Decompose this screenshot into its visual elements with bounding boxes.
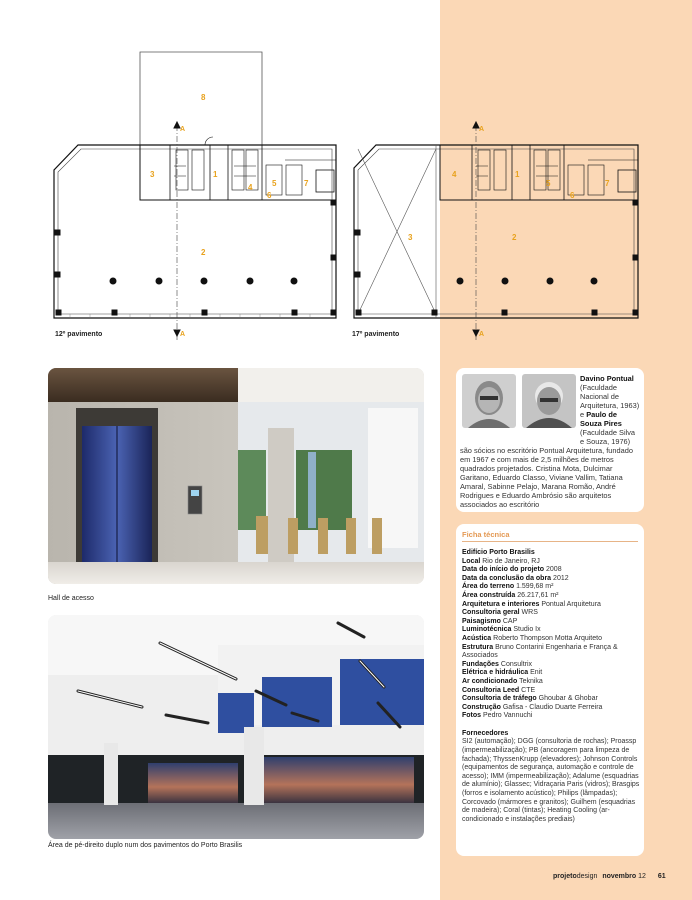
plan-12-number: 2 [201, 248, 206, 257]
ficha-row: Paisagismo CAP [462, 617, 518, 625]
hall-photo [48, 368, 424, 584]
footer-year: 12 [638, 873, 646, 880]
page-footer [553, 873, 666, 880]
ficha-row: Construção Gafisa - Claudio Duarte Ferreira [462, 703, 603, 711]
ficha-row: Elétrica e hidráulica Enit [462, 669, 543, 677]
ficha-divider [462, 541, 638, 542]
plan-17-number: 2 [512, 233, 517, 242]
section-mark: A [180, 126, 186, 133]
section-mark: A [479, 126, 485, 133]
author-name-2: Paulo de Souza Pires [580, 410, 622, 428]
plan-12-number: 1 [213, 170, 218, 179]
plan-12-number: 4 [248, 183, 253, 192]
plan-12-number: 5 [272, 179, 277, 188]
ficha-row: Consultoria de tráfego Ghoubar & Ghobar [462, 695, 598, 703]
floor-plans [0, 0, 692, 360]
page-number: 61 [657, 873, 666, 880]
author-name-1: Davino Pontual [580, 374, 634, 383]
plan-12-number: 8 [201, 93, 206, 102]
floor-plans-drawing [0, 0, 692, 360]
project-name: Edifício Porto Brasilis [462, 549, 535, 556]
footer-brand-bold: projeto [553, 873, 577, 880]
ficha-row: Área do terreno 1.599,68 m² [462, 583, 554, 591]
plan-17-number: 1 [515, 170, 520, 179]
plan-12-drawing [54, 52, 336, 340]
ficha-row: Luminotécnica Studio Ix [462, 626, 541, 634]
footer-month: novembro [602, 873, 637, 880]
plan-17-drawing [354, 122, 638, 340]
plan-17-number: 3 [408, 233, 413, 242]
plan-17-label: 17º pavimento [352, 331, 400, 338]
plan-12-number: 7 [304, 179, 309, 188]
author-text-1: (Faculdade Nacional de Arquitetura, 1963) e [580, 383, 640, 419]
plan-12-label: 12º pavimento [55, 331, 103, 338]
author-bio [460, 374, 640, 509]
footer-brand-rest: design [576, 873, 598, 880]
ficha-row: Arquitetura e interiores Pontual Arquitetura [462, 600, 601, 608]
plan-17-number: 6 [570, 191, 575, 200]
ficha-row: Acústica Roberto Thompson Motta Arquiteto [462, 634, 602, 642]
ficha-row: Ar condicionado Teknika [462, 677, 543, 685]
ficha-row: Fotos Pedro Vannuchi [462, 712, 533, 720]
plan-12-number: 3 [150, 170, 155, 179]
ficha-list [462, 549, 642, 824]
fornecedores-title: Fornecedores [462, 729, 509, 737]
section-mark: A [479, 331, 485, 338]
author-text-2: (Faculdade Silva e Souza, 1976) são sócios no escritório Pontual Arquitetura, fundado em 1967 e com mais de 2,5 milhões de metros quadrados projetados. Cristina Mota, Dulcimar Garitano, Eduardo Classo, Viviane Vallim, Tatiana Amaral, Sabinne Pelajo, Marana Romão, André Rodrigues e Eduardo Ambrósio são arquitetos associados ao escritório [460, 428, 636, 509]
plan-17-number: 7 [605, 179, 610, 188]
section-mark: A [180, 331, 186, 338]
ficha-row: Data do início do projeto 2008 [462, 566, 562, 574]
ficha-tecnica [456, 524, 644, 856]
ficha-row: Consultoria geral WRS [462, 609, 538, 617]
pavimento-caption: Área de pé-direito duplo num dos pavimentos do Porto Brasilis [48, 842, 243, 849]
author-box [456, 368, 644, 512]
ficha-row: Consultoria Leed CTE [462, 686, 536, 694]
pavimento-photo [48, 615, 424, 839]
hall-caption: Hall de acesso [48, 595, 94, 602]
ficha-row: Data da conclusão da obra 2012 [462, 574, 569, 582]
plan-17-number: 5 [546, 179, 551, 188]
ficha-title: Ficha técnica [462, 530, 510, 539]
fornecedores-text: SI2 (automação); DGG (consultoria de rochas); Proassp (impermeabilização); PB (ancoragem para limpeza de fachada); ThyssenKrupp (elevadores); Johnson Controls (equipamentos de segurança, automação e controle de acesso); IMM (impermeabilização); Adalume (esquadrias de alumínio); Glassec; Vidraçaria Paris (vidros); Brasgips (forros e isolamento acústico); Philips (lâmpadas); Corcovado (mármores e granitos); Guilhem (esquadrias de madeira); Coral (tintas); Heating Cooling (ar-condicionado e instalações prediais) [462, 738, 640, 823]
plan-12-number: 6 [267, 191, 272, 200]
ficha-row: Local Rio de Janeiro, RJ [462, 557, 540, 565]
ficha-row: Área construída 26.217,61 m² [462, 591, 559, 599]
ficha-row: Estrutura Bruno Contarini Engenharia e França & Associados [462, 643, 618, 660]
portrait-spacer [460, 374, 580, 440]
plan-17-number: 4 [452, 170, 457, 179]
ficha-row: Fundações Consultrix [462, 660, 533, 668]
